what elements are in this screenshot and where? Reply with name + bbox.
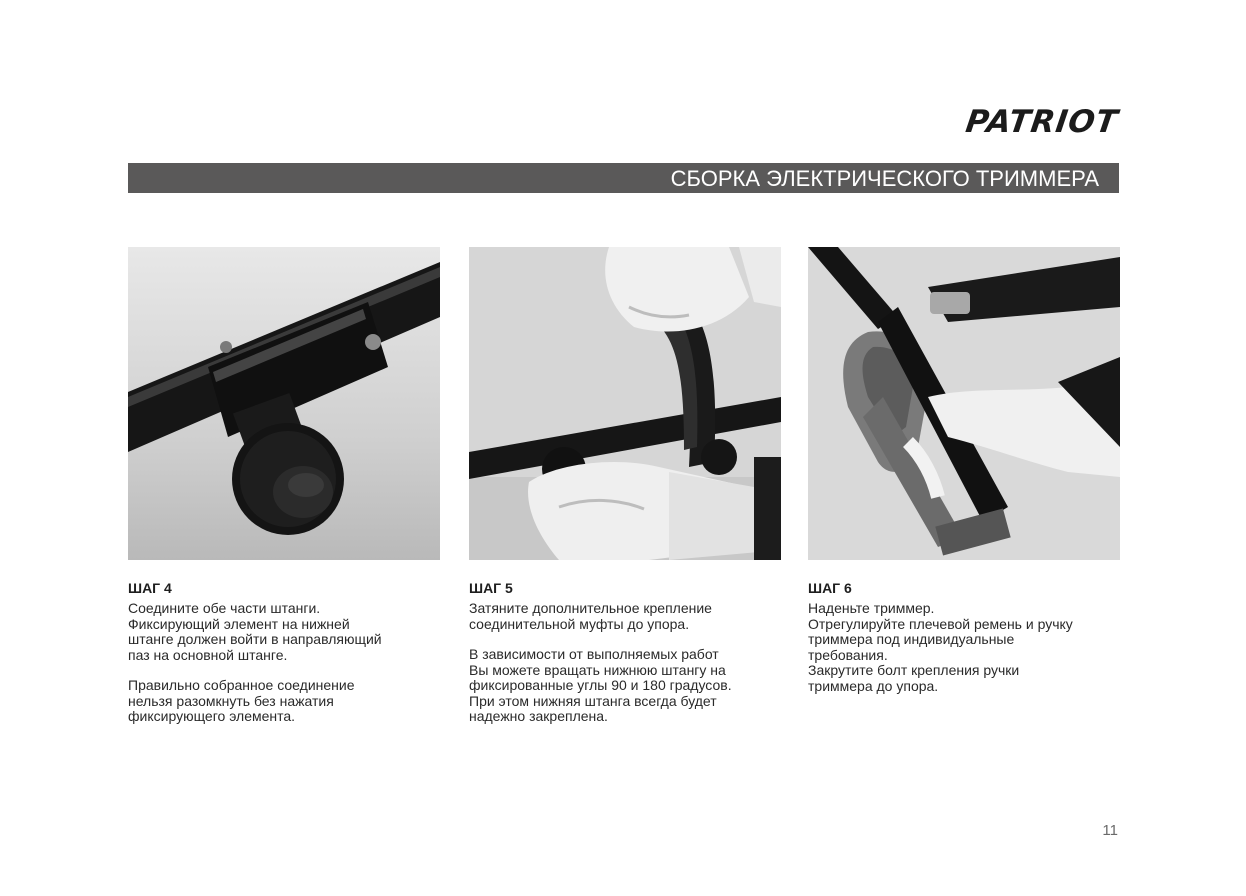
section-title-bar	[128, 163, 1119, 193]
brand-logo: PATRIOT	[963, 104, 1121, 140]
section-title: СБОРКА ЭЛЕКТРИЧЕСКОГО ТРИММЕРА	[670, 166, 1099, 191]
step-4-title: ШАГ 4	[128, 580, 172, 596]
step-6-paragraph-1: Наденьте триммер. Отрегулируйте плечевой ремень и ручку триммера под индивидуальные требования. Закрутите болт крепления ручки триммера до упора.	[808, 600, 1073, 694]
step-6-photo	[808, 247, 1120, 560]
step-5-photo	[469, 247, 781, 560]
step-4-text	[128, 601, 448, 740]
step-5-paragraph-1: Затяните дополнительное крепление соединительной муфты до упора.	[469, 600, 712, 632]
step-5-title: ШАГ 5	[469, 580, 513, 596]
step-6-title: ШАГ 6	[808, 580, 852, 596]
step-4-paragraph-1: Соедините обе части штанги. Фиксирующий элемент на нижней штанге должен войти в направляющий паз на основной штанге.	[128, 600, 382, 663]
step-5-text	[469, 601, 789, 740]
step-5-paragraph-2: В зависимости от выполняемых работ Вы можете вращать нижнюю штангу на фиксированные углы 90 и 180 градусов. При этом нижняя штанга всегда будет надежно закреплена.	[469, 646, 732, 724]
step-4-photo	[128, 247, 440, 560]
page-number: 11	[1102, 822, 1118, 839]
step-4-paragraph-2: Правильно собранное соединение нельзя разомкнуть без нажатия фиксирующего элемента.	[128, 677, 355, 724]
step-6-text	[808, 601, 1128, 709]
